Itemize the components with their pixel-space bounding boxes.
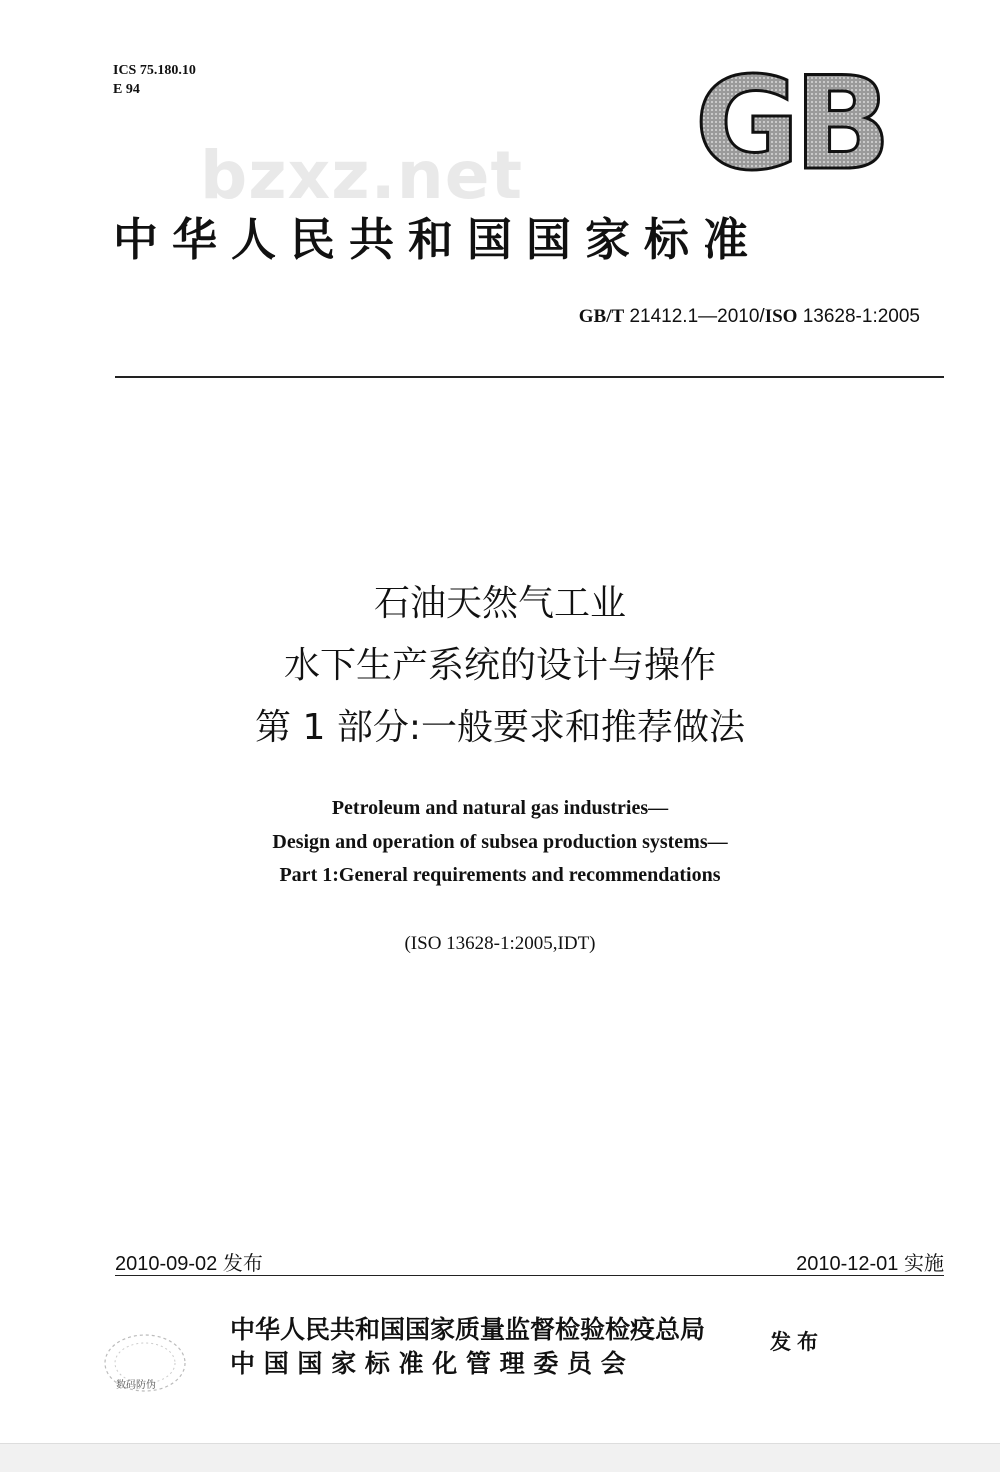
en-title-line-2: Design and operation of subsea production systems— (272, 831, 728, 853)
cn-title-line-2: 水下生产系统的设计与操作 (283, 645, 716, 686)
gb-logo (690, 68, 890, 178)
standard-number (470, 306, 920, 328)
header-divider (115, 376, 944, 378)
publish-verb: 发布 (770, 1329, 824, 1354)
publisher-line-1: 中华人民共和国国家质量监督检验检疫总局 (230, 1315, 706, 1344)
ics-code: ICS 75.180.10 (113, 63, 196, 78)
iso-equivalence: (ISO 13628-1:2005,IDT) (404, 933, 596, 954)
stamp-text: 数码防伪 (116, 1380, 156, 1391)
release-date: 2010-09-02 发布 (115, 1253, 263, 1275)
cn-title-line-1: 石油天然气工业 (373, 583, 626, 624)
en-title-line-3: Part 1:General requirements and recommendations (279, 864, 721, 886)
date-divider (115, 1275, 944, 1276)
cn-title-line-3: 第 1 部分:一般要求和推荐做法 (255, 707, 745, 748)
standard-number-prefix: GB/T (578, 306, 625, 327)
standard-number-body: 21412.1—2010/ (624, 306, 765, 327)
en-title-line-1: Petroleum and natural gas industries— (331, 797, 669, 819)
publisher-line-2: 中 国 国 家 标 准 化 管 理 委 员 会 (230, 1349, 626, 1378)
watermark: bzxz.net (200, 137, 524, 214)
implementation-date: 2010-12-01 实施 (796, 1253, 944, 1275)
standard-number-iso-body: 13628-1:2005 (797, 306, 920, 327)
ccs-code: E 94 (113, 82, 140, 97)
gb-logo-text: GB (694, 68, 886, 178)
standard-number-iso-prefix: ISO (764, 306, 798, 327)
page-footer-band (0, 1443, 1000, 1472)
classification-codes (113, 61, 196, 99)
national-standard-heading: 中华人民共和国国家标准 (113, 213, 763, 266)
